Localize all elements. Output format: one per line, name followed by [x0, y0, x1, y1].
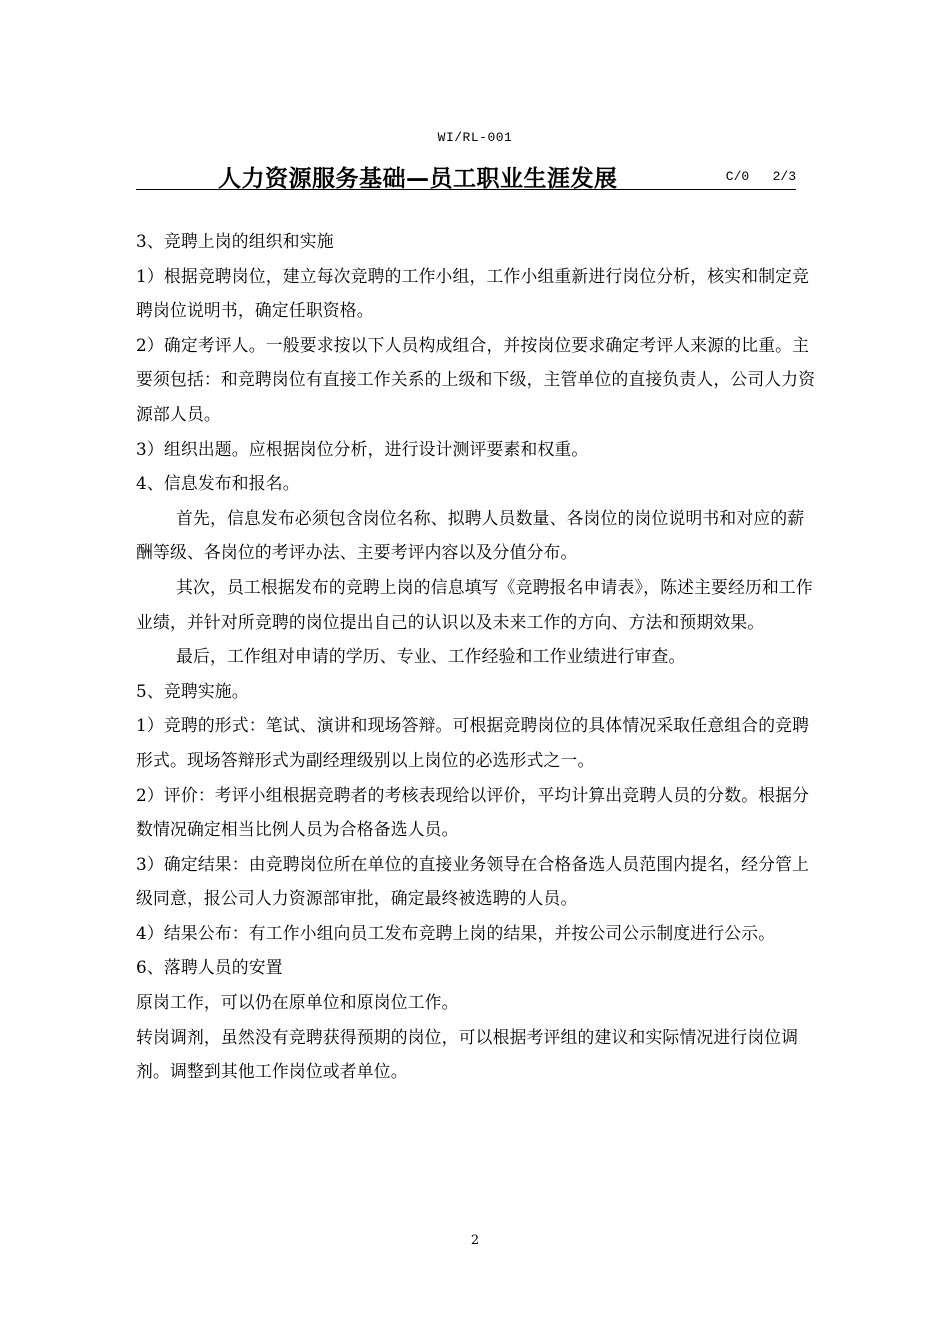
revision-page-indicator: C/0 2/3	[725, 169, 796, 184]
paragraph: 首先，信息发布必须包含岗位名称、拟聘人员数量、各岗位的岗位说明书和对应的薪酬等级、各岗位的考评办法、主要考评内容以及分值分布。	[136, 507, 805, 563]
section-heading: 6、落聘人员的安置	[136, 957, 283, 978]
section-heading: 5、竞聘实施。	[136, 680, 249, 701]
paragraph: 其次，员工根据发布的竞聘上岗的信息填写《竞聘报名申请表》，陈述主要经历和工作业绩，并针对所竞聘的岗位提出自己的认识以及未来工作的方向、方法和预期效果。	[136, 576, 813, 632]
paragraph: 3）组织出题。应根据岗位分析，进行设计测评要素和权重。	[136, 438, 589, 459]
paragraph: 最后，工作组对申请的学历、专业、工作经验和工作业绩进行审查。	[176, 646, 686, 667]
section-heading: 4、信息发布和报名。	[136, 473, 300, 494]
paragraph: 2）评价：考评小组根据竞聘者的考核表现给以评价，平均计算出竞聘人员的分数。根据分数情况确定相当比例人员为合格备选人员。	[136, 784, 810, 840]
paragraph: 2）确定考评人。一般要求按以下人员构成组合，并按岗位要求确定考评人来源的比重。主要须包括：和竞聘岗位有直接工作关系的上级和下级，主管单位的直接负责人，公司人力资源部人员。	[136, 334, 816, 424]
paragraph: 4）结果公布：有工作小组向员工发布竞聘上岗的结果，并按公司公示制度进行公示。	[136, 922, 776, 943]
page-number: 2	[470, 1233, 480, 1248]
document-code: WI/RL-001	[437, 130, 513, 145]
paragraph: 1）根据竞聘岗位，建立每次竞聘的工作小组，工作小组重新进行岗位分析，核实和制定竞聘岗位说明书，确定任职资格。	[136, 265, 810, 321]
title-bar	[136, 159, 796, 190]
paragraph: 原岗工作，可以仍在原单位和原岗位工作。	[136, 992, 459, 1013]
document-title: 人力资源服务基础—员工职业生涯发展	[218, 166, 618, 192]
paragraph: 3）确定结果：由竞聘岗位所在单位的直接业务领导在合格备选人员范围内提名，经分管上级同意，报公司人力资源部审批，确定最终被选聘的人员。	[136, 853, 810, 909]
paragraph: 1）竞聘的形式：笔试、演讲和现场答辩。可根据竞聘岗位的具体情况采取任意组合的竞聘形式。现场答辩形式为副经理级别以上岗位的必选形式之一。	[136, 715, 810, 770]
section-heading: 3、竞聘上岗的组织和实施	[136, 231, 334, 251]
paragraph: 转岗调剂，虽然没有竞聘获得预期的岗位，可以根据考评组的建议和实际情况进行岗位调剂。调整到其他工作岗位或者单位。	[136, 1026, 799, 1082]
document-body	[136, 224, 820, 1089]
